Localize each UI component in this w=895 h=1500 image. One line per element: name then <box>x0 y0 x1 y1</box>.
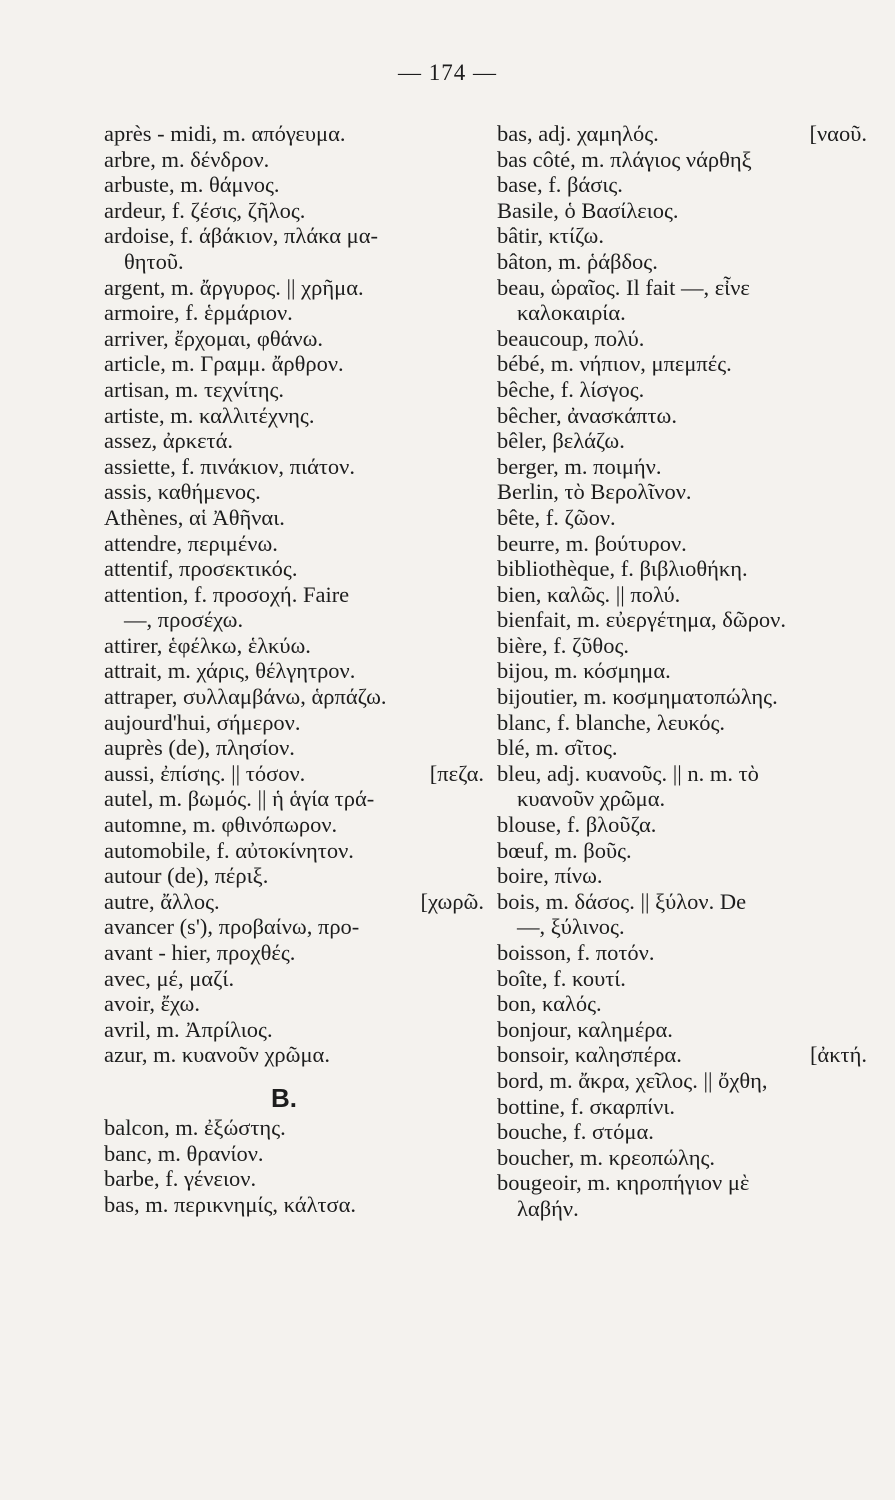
dictionary-entry <box>104 658 484 684</box>
entry-text: boîte, f. κουτί. <box>497 965 626 991</box>
entry-text: attendre, περιμένω. <box>104 530 278 556</box>
dictionary-entry <box>497 1119 867 1145</box>
entry-text: avoir, ἔχω. <box>104 991 200 1017</box>
entry-continuation <box>497 1196 867 1222</box>
entry-text: bêler, βελάζω. <box>497 428 625 454</box>
dictionary-entry <box>104 147 484 173</box>
entry-text: beau, ὡραῖος. Il fait —, εἶνε <box>497 274 750 300</box>
entry-text: bois, m. δάσος. || ξύλον. De <box>497 888 747 914</box>
entry-text: autel, m. βωμός. || ἡ ἁγία τρά- <box>104 786 375 812</box>
entry-text: avec, μέ, μαζί. <box>104 965 235 991</box>
entry-text: bijoutier, m. κοσμηματοπώλης. <box>497 684 778 710</box>
entry-text: assis, καθήμενος. <box>104 479 261 505</box>
dictionary-entry <box>497 556 867 582</box>
entry-text: bijou, m. κόσμημα. <box>497 658 671 684</box>
dictionary-entry <box>104 531 484 557</box>
entry-continuation <box>497 300 867 326</box>
entry-text: bas côté, m. πλάγιος νάρθηξ <box>497 146 752 172</box>
dictionary-entry <box>104 838 484 864</box>
dictionary-entry <box>104 786 484 812</box>
dictionary-entry <box>104 454 484 480</box>
dictionary-entry <box>497 454 867 480</box>
entry-text: bibliothèque, f. βιβλιοθήκη. <box>497 556 748 582</box>
dictionary-entry <box>497 1017 867 1043</box>
dictionary-entry <box>104 556 484 582</box>
dictionary-entry <box>104 1141 484 1167</box>
entry-text: argent, m. ἄργυρος. || χρῆμα. <box>104 274 364 300</box>
entry-text: boisson, f. ποτόν. <box>497 940 655 965</box>
entry-text: attraper, συλλαμβάνω, ἁρπάζω. <box>104 684 387 710</box>
dictionary-entry <box>104 966 484 992</box>
dictionary-entry <box>104 351 484 377</box>
dictionary-entry <box>104 428 484 454</box>
dictionary-entry <box>497 658 867 684</box>
dictionary-entry <box>497 735 867 761</box>
dictionary-entry <box>104 223 484 249</box>
dictionary-entry <box>497 684 867 710</box>
dictionary-entry <box>104 198 484 224</box>
entry-text: boire, πίνω. <box>497 863 603 889</box>
entry-text: assez, ἀρκετά. <box>104 428 233 454</box>
entry-text: aujourd'hui, σήμερον. <box>104 709 301 735</box>
entry-text: arbre, m. δένδρον. <box>104 146 270 172</box>
dictionary-entry <box>104 1166 484 1192</box>
entry-overflow-note: [χωρῶ. <box>420 888 484 914</box>
entry-text: autour (de), πέριξ. <box>104 863 269 889</box>
dictionary-entry <box>497 377 867 403</box>
dictionary-entry <box>497 428 867 454</box>
entry-text: Basile, ὁ Βασίλειος. <box>497 197 679 223</box>
entry-text: assiette, f. πινάκιον, πιάτον. <box>104 453 355 479</box>
entry-text: arbuste, m. θάμνος. <box>104 172 280 198</box>
dictionary-entry <box>497 940 867 966</box>
entry-text: artiste, m. καλλιτέχνης. <box>104 402 315 428</box>
entry-text: bébé, m. νήπιον, μπεμπές. <box>497 351 732 377</box>
entry-text: beaucoup, πολύ. <box>497 325 645 351</box>
entry-text: —, προσέχω. <box>124 607 244 633</box>
dictionary-entry <box>497 275 867 301</box>
entry-text: bêcher, ἀνασκάπτω. <box>497 402 677 428</box>
entry-text: armoire, f. ἑρμάριον. <box>104 300 293 326</box>
dictionary-entry <box>497 531 867 557</box>
dictionary-entry <box>497 761 867 787</box>
dictionary-entry <box>497 121 867 147</box>
dictionary-entry <box>104 761 484 787</box>
entry-text: arriver, ἔρχομαι, φθάνω. <box>104 325 324 351</box>
dictionary-entry <box>104 1017 484 1043</box>
dictionary-entry <box>497 198 867 224</box>
entry-continuation <box>497 786 867 812</box>
entry-text: balcon, m. ἐξώστης. <box>104 1114 286 1140</box>
dictionary-entry <box>104 1042 484 1068</box>
dictionary-entry <box>104 710 484 736</box>
entry-text: attention, f. προσοχή. Faire <box>104 581 350 607</box>
entry-text: base, f. βάσις. <box>497 172 623 198</box>
dictionary-entry <box>497 1145 867 1171</box>
entry-text: autre, ἄλλος. <box>104 888 220 914</box>
entry-text: bon, καλός. <box>497 991 602 1017</box>
dictionary-entry <box>104 479 484 505</box>
dictionary-entry <box>497 505 867 531</box>
entry-text: blé, m. σῖτος. <box>497 735 618 761</box>
dictionary-entry <box>104 326 484 352</box>
entry-text: Berlin, τὸ Βερολῖνον. <box>497 479 692 505</box>
entry-text: bière, f. ζῦθος. <box>497 632 629 658</box>
dictionary-entry <box>104 991 484 1017</box>
entry-overflow-note: [ναοῦ. <box>809 121 867 146</box>
dictionary-entry <box>497 351 867 377</box>
dictionary-entry <box>497 326 867 352</box>
entry-text: Athènes, αἱ Ἀθῆναι. <box>104 504 285 530</box>
dictionary-entry <box>497 147 867 173</box>
dictionary-entry <box>497 1094 867 1120</box>
entry-text: bâton, m. ῥάβδος. <box>497 248 658 274</box>
dictionary-entry <box>497 172 867 198</box>
entry-text: ardoise, f. άβάκιον, πλάκα μα- <box>104 223 379 249</box>
dictionary-entry <box>497 249 867 275</box>
entry-text: bleu, adj. κυανοῦς. || n. m. τὸ <box>497 760 759 786</box>
dictionary-entry <box>104 121 484 147</box>
dictionary-entry <box>104 684 484 710</box>
entry-text: bougeoir, m. κηροπήγιον μὲ <box>497 1170 750 1196</box>
dictionary-entry <box>497 812 867 838</box>
entry-text: beurre, m. βούτυρον. <box>497 530 687 556</box>
entry-text: auprès (de), πλησίον. <box>104 735 295 761</box>
dictionary-entry <box>104 377 484 403</box>
entry-text: aussi, ἐπίσης. || τόσον. <box>104 760 306 786</box>
entry-text: bouche, f. στόμα. <box>497 1119 654 1145</box>
dictionary-entry <box>497 1042 867 1068</box>
dictionary-entry <box>104 863 484 889</box>
entry-text: bottine, f. σκαρπίνι. <box>497 1093 676 1119</box>
entry-text: berger, m. ποιμήν. <box>497 453 662 479</box>
entry-text: ardeur, f. ζέσις, ζῆλος. <box>104 197 306 223</box>
dictionary-entry <box>104 582 484 608</box>
dictionary-entry <box>104 914 484 940</box>
entry-text: bas, m. περικνημίς, κάλτσα. <box>104 1191 357 1217</box>
entry-text: καλοκαιρία. <box>517 300 626 326</box>
dictionary-entry <box>497 863 867 889</box>
entry-text: θητοῦ. <box>124 248 184 274</box>
section-heading <box>104 1068 484 1115</box>
entry-overflow-note: [πεζα. <box>429 760 484 786</box>
entry-text: artisan, m. τεχνίτης. <box>104 376 285 402</box>
entry-text: bête, f. ζῶον. <box>497 504 616 530</box>
entry-text: avant - hier, προχθές. <box>104 940 296 965</box>
entry-text: bas, adj. χαμηλός. <box>497 121 659 146</box>
dictionary-entry <box>497 582 867 608</box>
entry-text: bord, m. ἄκρα, χεῖλος. || ὄχθη, <box>497 1067 768 1093</box>
entry-text: après - midi, m. απόγευμα. <box>104 121 346 146</box>
dictionary-entry <box>104 633 484 659</box>
entry-text: blouse, f. βλοῦζα. <box>497 812 657 838</box>
dictionary-entry <box>104 735 484 761</box>
page-number: — 174 — <box>398 60 497 85</box>
entry-text: bien, καλῶς. || πολύ. <box>497 581 681 607</box>
entry-text: barbe, f. γένειον. <box>104 1166 257 1192</box>
dictionary-entry <box>497 607 867 633</box>
dictionary-entry <box>497 991 867 1017</box>
left-column <box>104 121 484 1217</box>
entry-text: —, ξύλινος. <box>517 914 625 940</box>
entry-text: bâtir, κτίζω. <box>497 223 604 249</box>
dictionary-entry <box>497 710 867 736</box>
dictionary-entry <box>104 1192 484 1218</box>
entry-overflow-note: [ἀκτή. <box>809 1042 867 1068</box>
dictionary-entry <box>497 1170 867 1196</box>
dictionary-entry <box>104 275 484 301</box>
dictionary-entry <box>104 1115 484 1141</box>
entry-text: bienfait, m. εὐεργέτημα, δῶρον. <box>497 607 786 633</box>
dictionary-entry <box>104 300 484 326</box>
entry-text: automne, m. φθινόπωρον. <box>104 812 338 838</box>
dictionary-entry <box>497 403 867 429</box>
dictionary-entry <box>104 403 484 429</box>
entry-text: article, m. Γραμμ. ἄρθρον. <box>104 351 344 377</box>
entry-text: attirer, ἑφέλκω, ἑλκύω. <box>104 632 311 658</box>
entry-text: avancer (s'), προβαίνω, προ- <box>104 914 360 940</box>
entry-continuation <box>104 249 484 275</box>
dictionary-entry <box>497 479 867 505</box>
dictionary-entry <box>497 633 867 659</box>
dictionary-entry <box>104 505 484 531</box>
dictionary-entry <box>104 889 484 915</box>
entry-text: avril, m. Ἀπρίλιος. <box>104 1016 273 1042</box>
entry-text: banc, m. θρανίον. <box>104 1140 264 1166</box>
dictionary-entry <box>497 966 867 992</box>
entry-text: B. <box>271 1082 297 1113</box>
entry-text: bonsoir, καλησπέρα. <box>497 1042 682 1068</box>
dictionary-entry <box>104 940 484 966</box>
dictionary-entry <box>104 172 484 198</box>
dictionary-entry <box>497 889 867 915</box>
entry-continuation <box>104 607 484 633</box>
entry-text: automobile, f. αὐτοκίνητον. <box>104 837 354 863</box>
dictionary-entry <box>497 838 867 864</box>
entry-text: bonjour, καλημέρα. <box>497 1016 673 1042</box>
entry-text: bœuf, m. βοῦς. <box>497 837 632 863</box>
dictionary-entry <box>497 223 867 249</box>
entry-continuation <box>497 914 867 940</box>
dictionary-entry <box>104 812 484 838</box>
entry-text: boucher, m. κρεοπώλης. <box>497 1144 716 1170</box>
right-column <box>497 121 867 1222</box>
entry-text: azur, m. κυανοῦν χρῶμα. <box>104 1042 330 1068</box>
entry-text: bêche, f. λίσγος. <box>497 376 645 402</box>
entry-text: κυανοῦν χρῶμα. <box>517 786 666 812</box>
dictionary-entry <box>497 1068 867 1094</box>
entry-text: attentif, προσεκτικός. <box>104 556 298 582</box>
entry-text: λαβήν. <box>517 1195 579 1221</box>
entry-text: blanc, f. blanche, λευκός. <box>497 709 726 735</box>
entry-text: attrait, m. χάρις, θέλγητρον. <box>104 658 356 684</box>
